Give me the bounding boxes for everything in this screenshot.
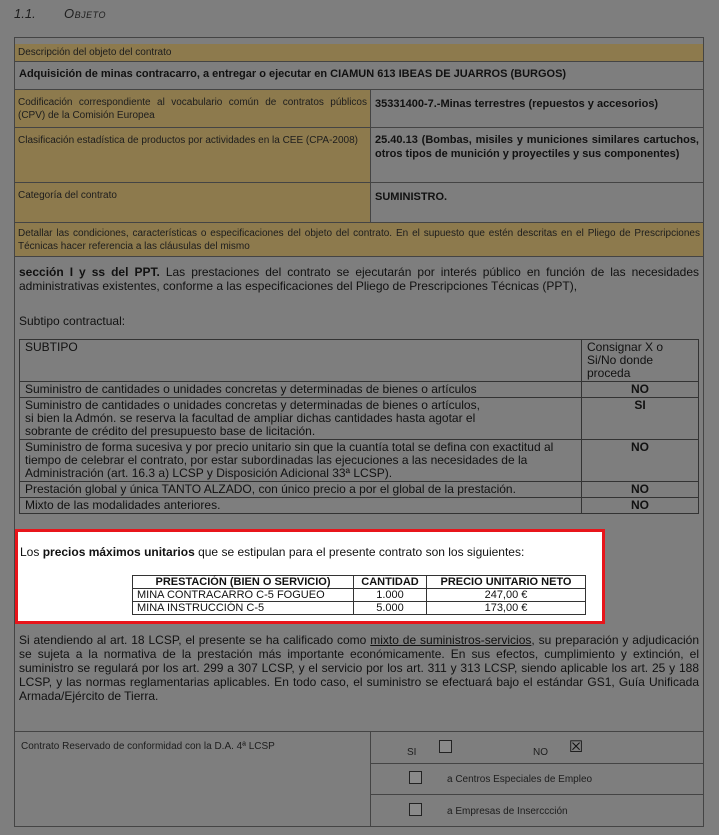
subtype-value: NO — [582, 382, 699, 398]
subtype-title: Subtipo contractual: — [19, 314, 126, 328]
prices-header-row — [133, 576, 586, 589]
table-row — [20, 482, 699, 498]
reserved-no-label: NO — [533, 747, 548, 758]
table-row — [133, 589, 586, 602]
mixed-part1: Si atendiendo al art. 18 LCSP, el presente se ha calificado como — [19, 633, 371, 647]
cpa-value: 25.40.13 (Bombas, misiles y municiones similares cartuchos, otros tipos de munición y proyectiles y sus componentes) — [375, 134, 699, 160]
prices-intro-bold: precios máximos unitarios — [42, 545, 195, 559]
prices-intro-prefix: Los — [20, 545, 43, 559]
subtype-value: SI — [582, 398, 699, 440]
subtype-table — [19, 339, 699, 514]
prices-header-item: PRESTACIÓN (BIEN O SERVICIO) — [133, 576, 354, 589]
reserved-vsep — [370, 731, 371, 827]
cpa-row — [15, 128, 703, 183]
option2-label: a Empresas de Inserccción — [447, 806, 568, 817]
table-row — [20, 498, 699, 514]
table-row — [20, 440, 699, 482]
subtype-text: Suministro de cantidades o unidades concretas y determinadas de bienes o artículos, si bien la Admón. se reserva la facultad de ampliar dichas cantidades hasta agotar el sobrante de crédito del presupuesto base de licitación. — [20, 398, 582, 440]
subtype-header-value: Consignar X o Si/No donde proceda — [582, 340, 699, 382]
price-qty: 1.000 — [354, 589, 427, 602]
cpv-row — [15, 90, 703, 128]
detail-text-rest: Las prestaciones del contrato se ejecutarán por interés público en función de las necesidades administrativas existentes, conforme a las especificaciones del Pliego de Prescripciones Técnicas (PPT), — [19, 265, 699, 293]
detail-label: Detallar las condiciones, características o especificaciones del objeto del contrato. En el supuesto que estén descritas en el Pliego de Prescripciones Técnicas hacer referencia a las cláusulas del mismo — [18, 228, 700, 252]
price-item: MINA INSTRUCCIÓN C-5 — [133, 602, 354, 615]
subtype-header-row — [20, 340, 699, 382]
subtype-value: NO — [582, 440, 699, 482]
description-label: Descripción del objeto del contrato — [18, 47, 172, 58]
price-item: MINA CONTRACARRO C-5 FOGUEO — [133, 589, 354, 602]
subtype-text: Suministro de forma sucesiva y por precio unitario sin que la cuantía total se defina con exactitud al tiempo de celebrar el contrato, por estar subordinadas las ejecuciones a las necesidades de la Administración (art. 16.3 a) LCSP y Disposición Adicional 33ª LCSP). — [20, 440, 582, 482]
table-row — [20, 398, 699, 440]
table-row — [20, 382, 699, 398]
description-value: Adquisición de minas contracarro, a entregar o ejecutar en CIAMUN 613 IBEAS DE JUARROS (BURGOS) — [19, 68, 567, 80]
cpv-value: 35331400-7.-Minas terrestres (repuestos y accesorios) — [375, 98, 659, 110]
subtype-text: Suministro de cantidades o unidades concretas y determinadas de bienes o artículos — [20, 382, 582, 398]
cpv-label: Codificación correspondiente al vocabulario común de contratos públicos (CPV) de la Comisión Europea — [18, 97, 367, 121]
prices-intro — [20, 545, 524, 559]
reserved-no-checkbox[interactable]: ☒ — [568, 739, 584, 756]
prices-header-price: PRECIO UNITARIO NETO — [427, 576, 586, 589]
option1-checkbox[interactable] — [409, 771, 422, 784]
price-value: 173,00 € — [427, 602, 586, 615]
description-value-row — [15, 62, 703, 90]
reserved-divider-3 — [370, 794, 703, 795]
description-label-row — [15, 44, 703, 62]
mixed-link: mixto de suministros-servicios — [370, 633, 532, 647]
prices-header-qty: CANTIDAD — [354, 576, 427, 589]
option1-label: a Centros Especiales de Empleo — [447, 774, 593, 785]
subtype-text: Prestación global y única TANTO ALZADO, con único precio a por el global de la prestación. — [20, 482, 582, 498]
category-label: Categoría del contrato — [18, 190, 117, 201]
cpa-label: Clasificación estadística de productos por actividades en la CEE (CPA-2008) — [18, 135, 358, 146]
subtype-header: SUBTIPO — [20, 340, 582, 382]
mixed-part2: , su preparación y adjudicación se sujeta a la normativa de la prestación más importante económicamente. En sus efectos, cumplimiento y extinción, el suministro se regulará por los art. 299 a 307 LCSP, y el servicio por los art. 311 y 313 LCSP, siendo aplicable los art. 25 y 188 LCSP, y las normas reglamentarias aplicables. En todo caso, el suministro se efectuará bajo el estándar GS1, Guía Unificada Armada/Ejército de Tierra. — [19, 633, 699, 703]
detail-text-bold: sección I y ss del PPT. — [19, 265, 160, 279]
prices-table — [132, 575, 586, 615]
reserved-si-label: SI — [407, 747, 417, 758]
table-row — [133, 602, 586, 615]
option2-checkbox[interactable] — [409, 803, 422, 816]
reserved-divider-2 — [370, 763, 703, 764]
section-heading — [14, 6, 106, 21]
reserved-label: Contrato Reservado de conformidad con la D.A. 4ª LCSP — [21, 741, 275, 752]
prices-highlight-box — [15, 529, 605, 624]
price-value: 247,00 € — [427, 589, 586, 602]
subtype-value: NO — [582, 482, 699, 498]
section-title: Objeto — [64, 6, 106, 21]
subtype-value: NO — [582, 498, 699, 514]
category-row — [15, 183, 703, 223]
reserved-si-checkbox[interactable] — [439, 740, 452, 753]
subtype-text: Mixto de las modalidades anteriores. — [20, 498, 582, 514]
price-qty: 5.000 — [354, 602, 427, 615]
detail-text — [19, 265, 699, 293]
mixed-contract-text — [19, 633, 699, 703]
detail-label-row — [15, 223, 703, 257]
reserved-divider — [15, 731, 703, 732]
section-number: 1.1. — [14, 6, 36, 21]
prices-intro-suffix: que se estipulan para el presente contrato son los siguientes: — [194, 545, 525, 559]
category-value: SUMINISTRO. — [375, 191, 448, 203]
